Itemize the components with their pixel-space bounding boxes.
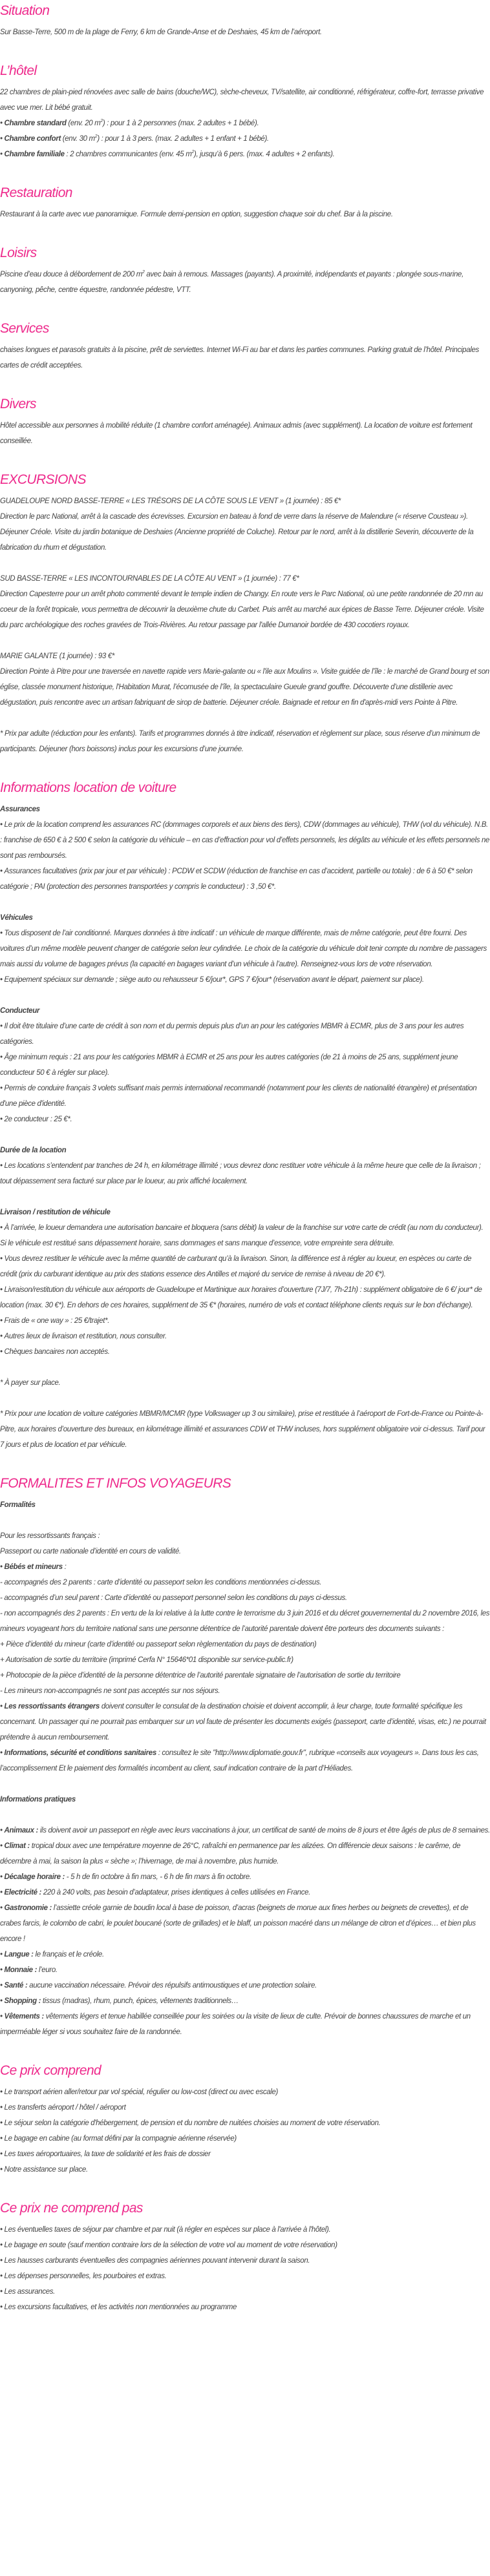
subsection-heading: Livraison / restitution de véhicule — [0, 1209, 111, 1216]
practical-item: • Langue : le français et le créole. — [0, 1947, 490, 1962]
section-price-includes — [0, 2061, 490, 2177]
subsection-heading: Conducteur — [0, 1007, 40, 1015]
list-item: • Les hausses carburants éventuelles des compagnies aériennes pouvant intervenir durant la saison. — [0, 2253, 490, 2269]
restauration-text: Restaurant à la carte avec vue panoramique. Formule demi-pension en option, suggestion chaque soir du chef. Bar à la piscine. — [0, 211, 393, 218]
list-item: • 2e conducteur : 25 €*. — [0, 1112, 490, 1127]
section-excursions — [0, 470, 490, 757]
minors-line: - accompagnés des 2 parents : carte d’identité ou passeport selon les conditions mentionnées ci-dessus. — [0, 1579, 322, 1586]
section-formalites — [0, 1474, 490, 2040]
room-type: • Chambre confort (env. 30 $m^2$) : pour 1 à 3 pers. (max. 2 adultes + 1 enfant + 1 bébé). — [0, 131, 490, 147]
list-item: • Les éventuelles taxes de séjour par chambre et par nuit (à régler en espèces sur place à l'arrivée à l'hôtel). — [0, 2222, 490, 2238]
list-item: • Autres lieux de livraison et restitution, nous consulter. — [0, 1329, 490, 1344]
practical-item: • Monnaie : l’euro. — [0, 1962, 490, 1978]
section-car-rental — [0, 778, 490, 1453]
room-type: • Chambre familiale : 2 chambres communicantes (env. 45 $m^2$), jusqu’à 6 pers. (max. 4 adultes + 2 enfants). — [0, 147, 490, 162]
practical-item: • Décalage horaire : - 5 h de fin octobre à fin mars, - 6 h de fin mars à fin octobre. — [0, 1869, 490, 1885]
excursion-text: Direction Pointe à Pitre pour une traversée en navette rapide vers Marie-galante ou « l'ile aux Moulins ». Visite guidée de l’île : le marché de Grand bourg et son église, classée monument historique, l'Habitation Murat, l’écomusée de l’île, la spectaculaire Gueule grand gouffre. Découverte d’une distillerie avec dégustation, puis rencontre avec un artisan fabriquant de sirop de batterie. Déjeuner créole. Baignade et retour en fin d'après-midi vers Pointe à Pitre. — [0, 668, 489, 707]
subsection-heading: Durée de la location — [0, 1147, 67, 1154]
list-item: • Les dépenses personnelles, les pourboires et extras. — [0, 2269, 490, 2284]
practical-item: • Animaux : ils doivent avoir un passeport en règle avec leurs vaccinations à jour, un certificat de santé de moins de 8 jours et être âgés de plus de 8 semaines. — [0, 1823, 490, 1838]
practical-item: • Santé : aucune vaccination nécessaire. Prévoir des répulsifs antimoustiques et une protection solaire. — [0, 1978, 490, 1993]
minors-label: • Bébés et mineurs : — [0, 1559, 490, 1575]
list-item: • Les taxes aéroportuaires, la taxe de solidarité et les frais de dossier — [0, 2146, 490, 2162]
list-item: • Le bagage en soute (sauf mention contraire lors de la sélection de votre vol au moment de votre réservation) — [0, 2238, 490, 2253]
divers-text: Hôtel accessible aux personnes à mobilité réduite (1 chambre confort aménagée). Animaux admis (avec supplément). La location de voiture est fortement conseillée. — [0, 422, 473, 445]
minors-line: + Photocopie de la pièce d’identité de la personne détentrice de l’autorité parentale signataire de l’autorisation de sortie du territoire — [0, 1672, 401, 1679]
subsection-heading: Assurances — [0, 805, 40, 813]
list-item: • Tous disposent de l’air conditionné. Marques données à titre indicatif : un véhicule de marque différente, mais de même catégorie, peut être fourni. Des voitures d’un même modèle peuvent changer de catégorie selon leur cylindrée. Le choix de la catégorie du véhicule doit tenir compte du nombre de passagers mais aussi du volume de bagages prévus (la capacité en bagages variant d’un véhicule à l’autre). Renseignez-vous lors de votre réservation. — [0, 926, 490, 972]
list-item: • Livraison/restitution du véhicule aux aéroports de Guadeloupe et Martinique aux horaires d’ouverture (7J/7, 7h-21h) : supplément obligatoire de 6 €/ jour* de location (max. 30 €*). En dehors de ces horaires, supplément de 35 €* (horaires, numéro de vols et contact téléphone clients requis sur le bon d'échange). — [0, 1282, 490, 1313]
excursion-heading: SUD BASSE-TERRE « LES INCONTOURNABLES DE LA CÔTE AU VENT » (1 journée) : 77 €* — [0, 575, 299, 583]
subsection-heading: Formalités — [0, 1501, 36, 1509]
section-services — [0, 319, 490, 373]
security-info: • Informations, sécurité et conditions sanitaires : consultez le site "http://www.diplomatie.gouv.fr", rubrique «conseils aux voyageurs ». Dans tous les cas, l’accomplissement Et le paiement des formalités incombent au client, sauf indication contraire de la part d’Héliades. — [0, 1745, 490, 1776]
room-type: • Chambre standard (env. 20 $m^2$) : pour 1 à 2 personnes (max. 2 adultes + 1 bébé). — [0, 116, 490, 131]
footnote: * À payer sur place. — [0, 1379, 61, 1387]
services-text: chaises longues et parasols gratuits à la piscine, prêt de serviettes. Internet Wi-Fi au bar et dans les parties communes. Parking gratuit de l’hôtel. Principales cartes de crédit acceptées. — [0, 346, 479, 369]
section-title: Ce prix comprend — [0, 2063, 101, 2078]
section-restauration — [0, 183, 490, 222]
list-item: • Permis de conduire français 3 volets suffisant mais permis international recommandé (notamment pour les clients de nationalité étrangère) et présentation d'une pièce d'identité. — [0, 1081, 490, 1112]
minors-line: - Les mineurs non-accompagnés ne sont pas acceptés sur nos séjours. — [0, 1687, 220, 1695]
list-item: • À l’arrivée, le loueur demandera une autorisation bancaire et bloquera (sans débit) la valeur de la franchise sur votre carte de crédit (au nom du conducteur). Si le véhicule est restitué sans dépassement horaire, sans dommages et sans manque d’essence, votre empreinte sera détruite. — [0, 1220, 490, 1251]
subsection-heading: Informations pratiques — [0, 1796, 76, 1803]
list-item: • Il doit être titulaire d’une carte de crédit à son nom et du permis depuis plus d’un an pour les catégories MBMR à ECMR, plus de 3 ans pour les autres catégories. — [0, 1019, 490, 1050]
list-item: • Equipement spéciaux sur demande ; siège auto ou rehausseur 5 €/jour*, GPS 7 €/jour* (réservation avant le départ, paiement sur place). — [0, 972, 490, 988]
minors-line: + Autorisation de sortie du territoire (imprimé Cerfa N° 15646*01 disponible sur service-public.fr) — [0, 1656, 293, 1664]
formalites-intro: Pour les ressortissants français : — [0, 1532, 100, 1540]
minors-line: + Pièce d’identité du mineur (carte d’identité ou passeport selon règlementation du pays de destination) — [0, 1641, 317, 1648]
section-title: Informations location de voiture — [0, 780, 176, 795]
excursion-heading: GUADELOUPE NORD BASSE-TERRE « LES TRÉSORS DE LA CÔTE SOUS LE VENT » (1 journée) : 85 €* — [0, 497, 341, 505]
list-item: • Les locations s’entendent par tranches de 24 h, en kilométrage illimité ; vous devrez donc restituer votre véhicule à la même heure que celle de la livraison ; tout dépassement sera facturé sur place par le loueur, au prix affiché localement. — [0, 1158, 490, 1189]
list-item: • Chèques bancaires non acceptés. — [0, 1344, 490, 1360]
list-item: • Le bagage en cabine (au format défini par la compagnie aérienne réservée) — [0, 2131, 490, 2146]
subsection-heading: Véhicules — [0, 914, 33, 922]
section-title: Situation — [0, 3, 50, 18]
practical-item: • Electricité : 220 à 240 volts, pas besoin d’adaptateur, prises identiques à celles utilisées en France. — [0, 1885, 490, 1900]
foreign-nationals: • Les ressortissants étrangers doivent consulter le consulat de la destination choisie et doivent accomplir, à leur charge, toute formalité spécifique les concernant. Un passager qui ne pourrait pas embarquer sur un vol faute de présenter les documents exigés (passeport, carte d’identité, visas, etc.) ne pourrait prétendre à aucun remboursement. — [0, 1699, 490, 1745]
excursion-heading: MARIE GALANTE (1 journée) : 93 €* — [0, 652, 114, 660]
section-title: L’hôtel — [0, 63, 37, 78]
loisirs-text: Piscine d’eau douce à débordement de 200 $m^2$ avec bain à remous. Massages (payants). A proximité, indépendants et payants : plongée sous-marine, canyoning, pêche, centre équestre, randonnée pédestre, VTT. — [0, 270, 463, 294]
section-title: Restauration — [0, 185, 72, 200]
list-item: • Âge minimum requis : 21 ans pour les catégories MBMR à ECMR et 25 ans pour les autres catégories (de 21 à moins de 25 ans, supplément jeune conducteur 50 € à régler sur place). — [0, 1050, 490, 1081]
section-divers — [0, 395, 490, 449]
section-title: FORMALITES ET INFOS VOYAGEURS — [0, 1476, 231, 1491]
excursion-text: Direction Capesterre pour un arrêt photo commenté devant le temple indien de Changy. En route vers le Parc National, où une petite randonnée de 20 mn au coeur de la forêt tropicale, vous permettra de découvrir la deuxième chute du Carbet. Puis arrêt au marché aux épices de Basse Terre. Déjeuner créole. Visite du parc archéologique des roches gravées de Trois-Rivières. Au retour passage par l'allée Dumanoir bordée de 430 cocotiers royaux. — [0, 590, 484, 629]
list-item: • Vous devrez restituer le véhicule avec la même quantité de carburant qu’à la livraison. Sinon, la différence est à régler au loueur, en espèces ou carte de crédit (prix du carburant identique au prix des stations essence des Antilles et majoré du service de remise à niveau de 20 €*). — [0, 1251, 490, 1282]
section-price-excludes — [0, 2199, 490, 2315]
list-item: • Les transferts aéroport / hôtel / aéroport — [0, 2100, 490, 2115]
section-situation — [0, 1, 490, 40]
section-title: EXCURSIONS — [0, 472, 86, 487]
list-item: • Le séjour selon la catégorie d'hébergement, de pension et du nombre de nuitées choisies au moment de votre réservation. — [0, 2115, 490, 2131]
excursion-text: Direction le parc National, arrêt à la cascade des écrevisses. Excursion en bateau à fond de verre dans la réserve de Malendure (« réserve Cousteau »). Déjeuner Créole. Visite du jardin botanique de Deshaies (Ancienne propriété de Coluche). Retour par le nord, arrêt à la distillerie Severin, découverte de la fabrication du rhum et dégustation. — [0, 513, 474, 552]
section-loisirs — [0, 244, 490, 298]
section-hotel — [0, 61, 490, 162]
list-item: • Les excursions facultatives, et les activités non mentionnées au programme — [0, 2300, 490, 2315]
section-title: Services — [0, 321, 49, 336]
practical-item: • Climat : tropical doux avec une température moyenne de 26°C, rafraîchi en permanence par les alizées. On différencie deux saisons : le carême, de décembre à mai, la saison la plus « sèche »; l’hivernage, de mai à novembre, plus humide. — [0, 1838, 490, 1869]
situation-text: Sur Basse-Terre, 500 m de la plage de Ferry, 6 km de Grande-Anse et de Deshaies, 45 km de l’aéroport. — [0, 28, 322, 36]
list-item: • Les assurances. — [0, 2284, 490, 2300]
list-item: • Le prix de la location comprend les assurances RC (dommages corporels et aux biens des tiers), CDW (dommages au véhicule), THW (vol du véhicule). N.B. : franchise de 650 € à 2 500 € selon la catégorie du véhicule – en cas d’effraction pour vol d’effets personnels, les dégâts au véhicule et les effets personnels ne sont pas remboursés. — [0, 817, 490, 864]
list-item: • Assurances facultatives (prix par jour et par véhicule) : PCDW et SCDW (réduction de franchise en cas d’accident, partielle ou totale) : de 6 à 50 €* selon catégorie ; PAI (protection des personnes transportées y compris le conducteur) : 3 ,50 €*. — [0, 864, 490, 895]
practical-item: • Vêtements : vêtements légers et tenue habillée conseillée pour les soirées ou la visite de lieux de culte. Prévoir de bonnes chaussures de marche et un imperméable léger si vous souhaitez faire de la randonnée. — [0, 2009, 490, 2040]
footnote: * Prix pour une location de voiture catégories MBMR/MCMR (type Volkswager up 3 ou similaire), prise et restituée à l’aéroport de Fort-de-France ou Pointe-à-Pitre, aux horaires d’ouverture des bureaux, en kilométrage illimité et assurances CDW et THW incluses, hors supplément obligatoire voir ci-dessus. Tarif pour 7 jours et plus de location et par véhicule. — [0, 1410, 485, 1449]
hotel-text: 22 chambres de plain-pied rénovées avec salle de bains (douche/WC), sèche-cheveux, TV/satellite, air conditionné, réfrigérateur, coffre-fort, terrasse privative avec vue mer. Lit bébé gratuit. — [0, 88, 484, 112]
section-title: Ce prix ne comprend pas — [0, 2201, 143, 2216]
list-item: • Frais de « one way » : 25 €/trajet*. — [0, 1313, 490, 1329]
section-title: Divers — [0, 397, 36, 411]
formalites-doc: Passeport ou carte nationale d’identité en cours de validité. — [0, 1548, 181, 1555]
excursion-note: * Prix par adulte (réduction pour les enfants). Tarifs et programmes donnés à titre indicatif, réservation et règlement sur place, sous réserve d’un minimum de participants. Déjeuner (hors boissons) inclus pour les excursions d’une journée. — [0, 730, 480, 753]
minors-line: - accompagnés d’un seul parent : Carte d’identité ou passeport personnel selon les conditions du pays ci-dessus. — [0, 1594, 347, 1602]
section-title: Loisirs — [0, 245, 37, 260]
list-item: • Le transport aérien aller/retour par vol spécial, régulier ou low-cost (direct ou avec escale) — [0, 2084, 490, 2100]
minors-line: - non accompagnés des 2 parents : En vertu de la loi relative à la lutte contre le terrorisme du 3 juin 2016 et du décret gouvernemental du 2 novembre 2016, les mineurs voyageant hors du territoire national sans une personne détentrice de l’autorité parentale doivent être porteurs des documents suivants : — [0, 1610, 490, 1633]
list-item: • Notre assistance sur place. — [0, 2162, 490, 2177]
practical-item: • Shopping : tissus (madras), rhum, punch, épices, vêtements traditionnels… — [0, 1993, 490, 2009]
practical-item: • Gastronomie : l’assiette créole garnie de boudin local à base de poisson, d’acras (beignets de morue aux fines herbes ou beignets de crevettes), et de crabes farcis, le colombo de cabri, le poulet boucané (sorte de grillades) et le blaff, un poisson macéré dans un mélange de citron et d’épices… et bien plus encore ! — [0, 1900, 490, 1947]
